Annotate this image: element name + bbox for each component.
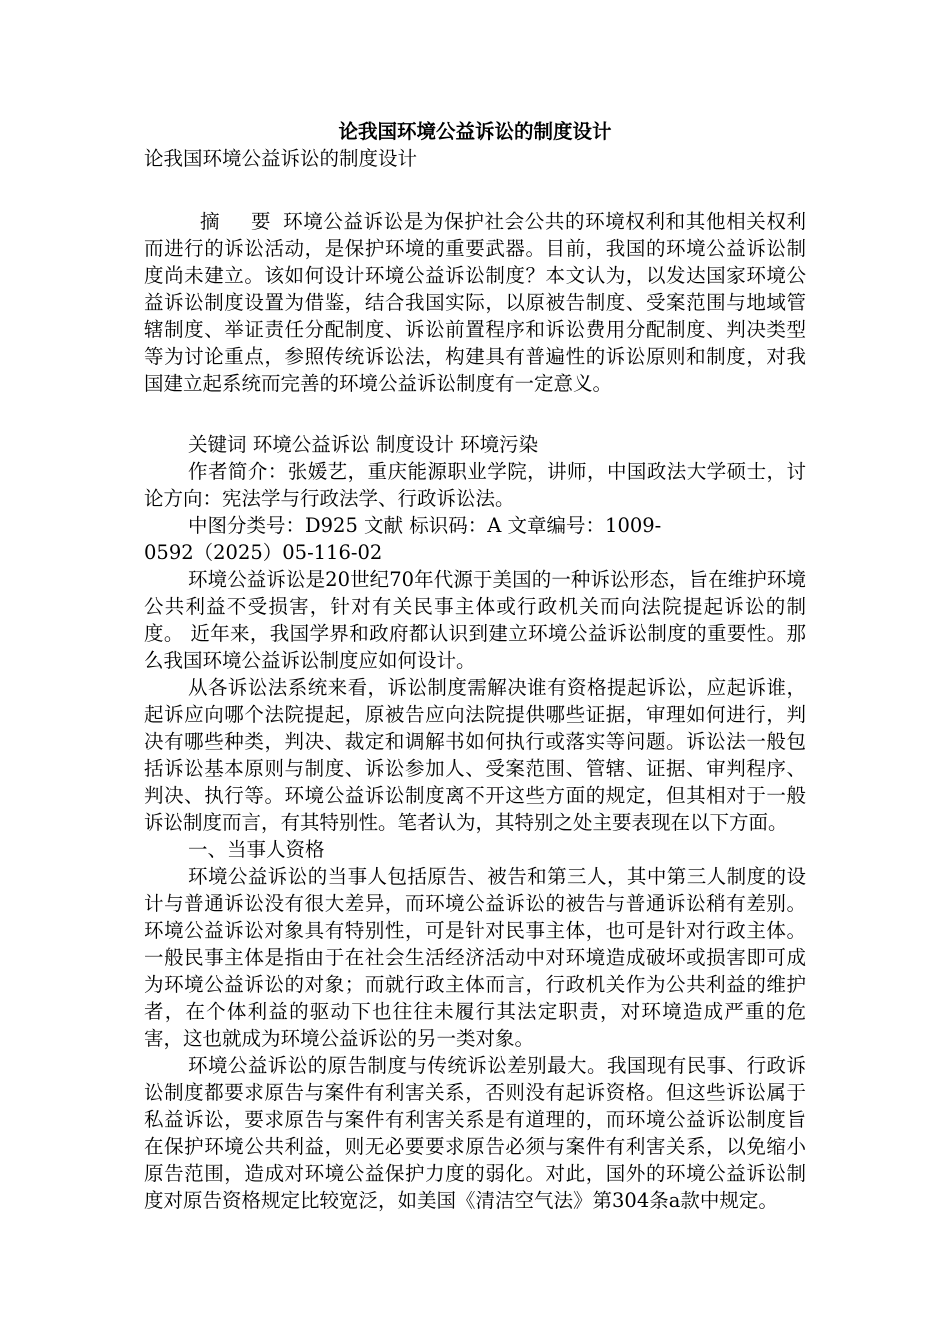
author-intro: 作者简介：张媛艺，重庆能源职业学院，讲师，中国政法大学硕士，讨论方向：宪法学与行政法学、行政诉讼法。 (144, 460, 806, 510)
keywords: 关键词 环境公益诉讼 制度设计 环境污染 (188, 433, 539, 456)
document-subtitle: 论我国环境公益诉讼的制度设计 (144, 147, 418, 170)
abstract-label: 摘 要 (200, 210, 284, 233)
body-paragraph: 环境公益诉讼的当事人包括原告、被告和第三人，其中第三人制度的设计与普通诉讼没有很大差异，而环境公益诉讼的被告与普通诉讼稍有差别。环境公益诉讼对象具有特别性，可是针对民事主体，也可是针对行政主体。一般民事主体是指由于在社会生活经济活动中对环境造成破坏或损害即可成为环境公益诉讼的对象；而就行政主体而言，行政机关作为公共利益的维护者，在个体利益的驱动下也往往未履行其法定职责，对环境造成严重的危害，这也就成为环境公益诉讼的另一类对象。 (144, 865, 806, 1050)
body-paragraph: 环境公益诉讼的原告制度与传统诉讼差别最大。我国现有民事、行政诉讼制度都要求原告与案件有利害关系，否则没有起诉资格。但这些诉讼属于私益诉讼，要求原告与案件有利害关系是有道理的，而环境公益诉讼制度旨在保护环境公共利益，则无必要要求原告必须与案件有利害关系，以免缩小原告范围，造成对环境公益保护力度的弱化。对此，国外的环境公益诉讼制度对原告资格规定比较宽泛，如美国《清洁空气法》第304条a款中规定。 (144, 1054, 806, 1212)
classification-line-1: 中图分类号：D925 文献 标识码：A 文章编号：1009- (188, 514, 662, 537)
classification (144, 512, 806, 566)
body-paragraph: 从各诉讼法系统来看，诉讼制度需解决谁有资格提起诉讼，应起诉谁，起诉应向哪个法院提起，原被告应向法院提供哪些证据，审理如何进行，判决有哪些种类，判决、裁定和调解书如何执行或落实等问题。诉讼法一般包括诉讼基本原则与制度、诉讼参加人、受案范围、管辖、证据、审判程序、判决、执行等。环境公益诉讼制度离不开这些方面的规定，但其相对于一般诉讼制度而言，有其特别性。笔者认为，其特别之处主要表现在以下方面。 (144, 676, 806, 834)
body-paragraph: 环境公益诉讼是20世纪70年代源于美国的一种诉讼形态，旨在维护环境公共利益不受损害，针对有关民事主体或行政机关而向法院提起诉讼的制度。 近年来，我国学界和政府都认识到建立环境公益诉讼制度的重要性。那么我国环境公益诉讼制度应如何设计。 (144, 568, 806, 672)
abstract (144, 208, 806, 397)
document-title: 论我国环境公益诉讼的制度设计 (338, 120, 612, 143)
section-heading: 一、当事人资格 (188, 838, 325, 861)
document-page (144, 118, 806, 1214)
classification-line-2: 0592（2025）05-116-02 (144, 541, 383, 564)
abstract-text: 环境公益诉讼是为保护社会公共的环境权利和其他相关权利而进行的诉讼活动，是保护环境的重要武器。目前，我国的环境公益诉讼制度尚未建立。该如何设计环境公益诉讼制度？本文认为，以发达国家环境公益诉讼制度设置为借鉴，结合我国实际，以原被告制度、受案范围与地域管辖制度、举证责任分配制度、诉讼前置程序和诉讼费用分配制度、判决类型等为讨论重点，参照传统诉讼法，构建具有普遍性的诉讼原则和制度，对我国建立起系统而完善的环境公益诉讼制度有一定意义。 (144, 210, 806, 395)
